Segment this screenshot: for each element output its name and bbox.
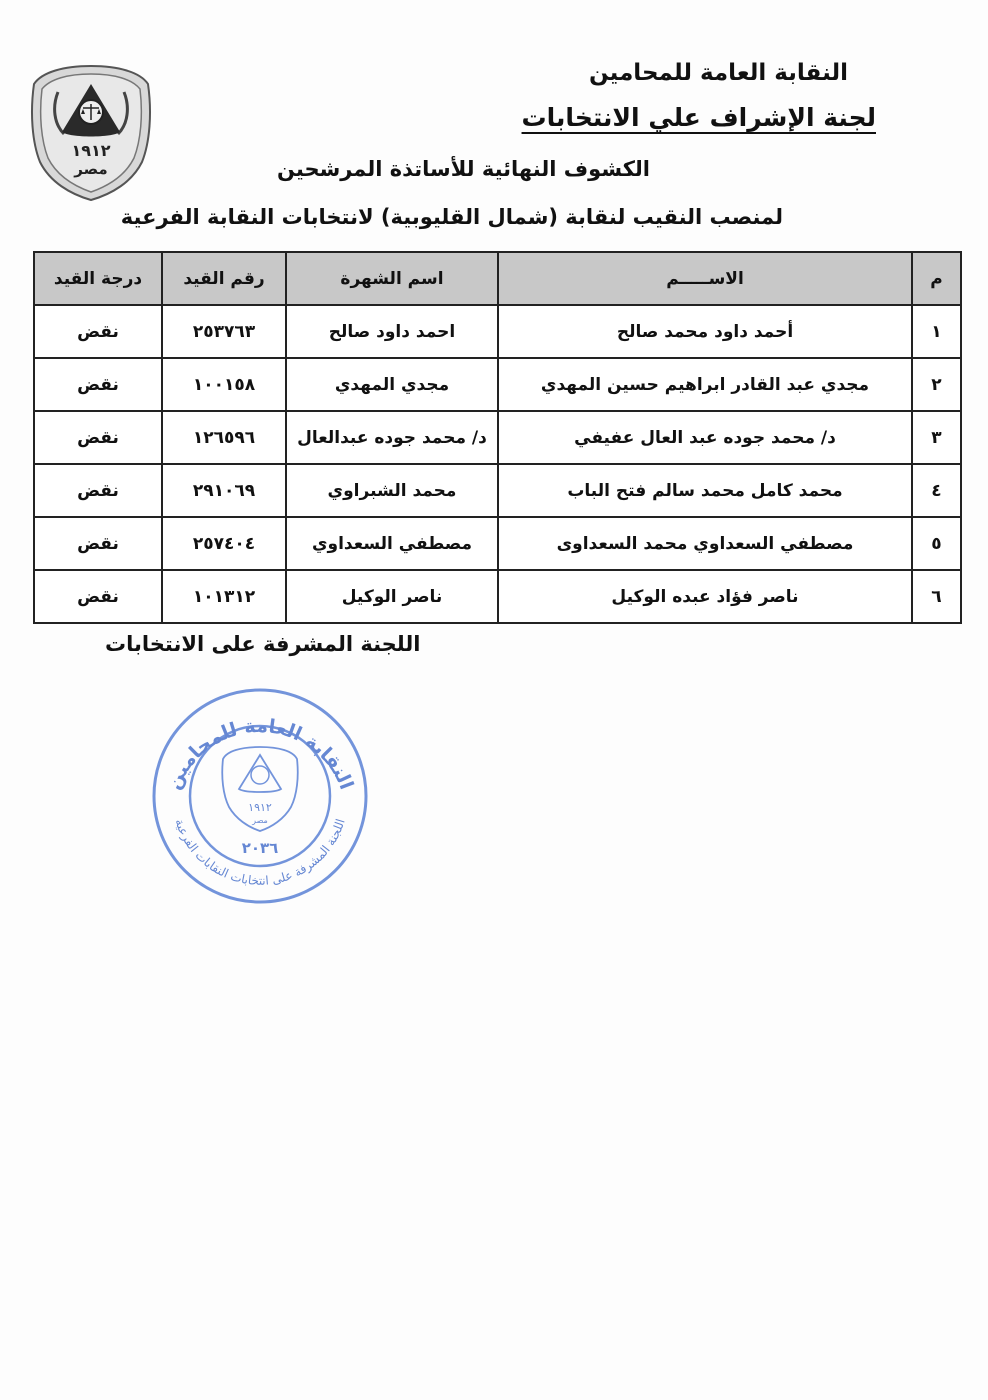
document-title: الكشوف النهائية للأساتذة المرشحين: [276, 157, 650, 181]
candidate-name: أحمد داود محمد صالح: [498, 305, 912, 358]
registration-grade: نقض: [34, 464, 162, 517]
table-row: [34, 305, 961, 358]
supervising-committee-label: اللجنة المشرفة على الانتخابات: [105, 632, 421, 656]
column-header-registration-number: رقم القيد: [162, 252, 286, 305]
candidate-fame-name: ناصر الوكيل: [286, 570, 498, 623]
candidates-table: [33, 251, 962, 624]
seal-bottom-text: اللجنة المشرفة على انتخابات النقابات الفرعية: [172, 817, 348, 888]
candidate-fame-name: محمد الشبراوي: [286, 464, 498, 517]
row-number: ٥: [912, 517, 961, 570]
candidate-fame-name: مصطفي السعداوي: [286, 517, 498, 570]
candidate-fame-name: مجدي المهدي: [286, 358, 498, 411]
org-name: النقابة العامة للمحامين: [588, 60, 848, 86]
candidate-name: د/ محمد جوده عبد العال عفيفي: [498, 411, 912, 464]
logo-year: ١٩١٢: [71, 141, 111, 160]
column-header-fame-name: اسم الشهرة: [286, 252, 498, 305]
candidate-name: محمد كامل محمد سالم فتح الباب: [498, 464, 912, 517]
registration-number: ١٠١٣١٢: [162, 570, 286, 623]
registration-number: ١٢٦٥٩٦: [162, 411, 286, 464]
candidate-name: مصطفي السعداوي محمد السعداوى: [498, 517, 912, 570]
row-number: ٣: [912, 411, 961, 464]
table-row: [34, 464, 961, 517]
registration-number: ٢٥٧٤٠٤: [162, 517, 286, 570]
table-row: [34, 411, 961, 464]
registration-number: ٢٩١٠٦٩: [162, 464, 286, 517]
registration-grade: نقض: [34, 517, 162, 570]
seal-year: ٢٠٣٦: [241, 839, 279, 857]
registration-number: ٢٥٣٧٦٣: [162, 305, 286, 358]
official-seal-icon: [145, 685, 375, 907]
candidate-fame-name: د/ محمد جوده عبدالعال: [286, 411, 498, 464]
table-header-row: [34, 252, 961, 305]
document-subtitle: لمنصب النقيب لنقابة (شمال القليوبية) لانتخابات النقابة الفرعية: [120, 205, 783, 229]
table-row: [34, 517, 961, 570]
registration-grade: نقض: [34, 358, 162, 411]
row-number: ١: [912, 305, 961, 358]
column-header-number: م: [912, 252, 961, 305]
candidate-fame-name: احمد داود صالح: [286, 305, 498, 358]
registration-number: ١٠٠١٥٨: [162, 358, 286, 411]
row-number: ٤: [912, 464, 961, 517]
candidate-name: مجدي عبد القادر ابراهيم حسين المهدي: [498, 358, 912, 411]
row-number: ٦: [912, 570, 961, 623]
candidate-name: ناصر فؤاد عبده الوكيل: [498, 570, 912, 623]
seal-top-text: النقابة العامة للمحامين: [162, 714, 358, 793]
registration-grade: نقض: [34, 570, 162, 623]
row-number: ٢: [912, 358, 961, 411]
registration-grade: نقض: [34, 305, 162, 358]
table-row: [34, 570, 961, 623]
column-header-registration-grade: درجة القيد: [34, 252, 162, 305]
table-row: [34, 358, 961, 411]
bar-association-logo-icon: [28, 62, 154, 202]
seal-center-year: ١٩١٢: [248, 801, 272, 814]
seal-center-label: مصر: [252, 816, 268, 825]
column-header-name: الاســـــم: [498, 252, 912, 305]
logo-country: مصر: [74, 160, 108, 178]
committee-name: لجنة الإشراف علي الانتخابات: [521, 103, 876, 132]
registration-grade: نقض: [34, 411, 162, 464]
